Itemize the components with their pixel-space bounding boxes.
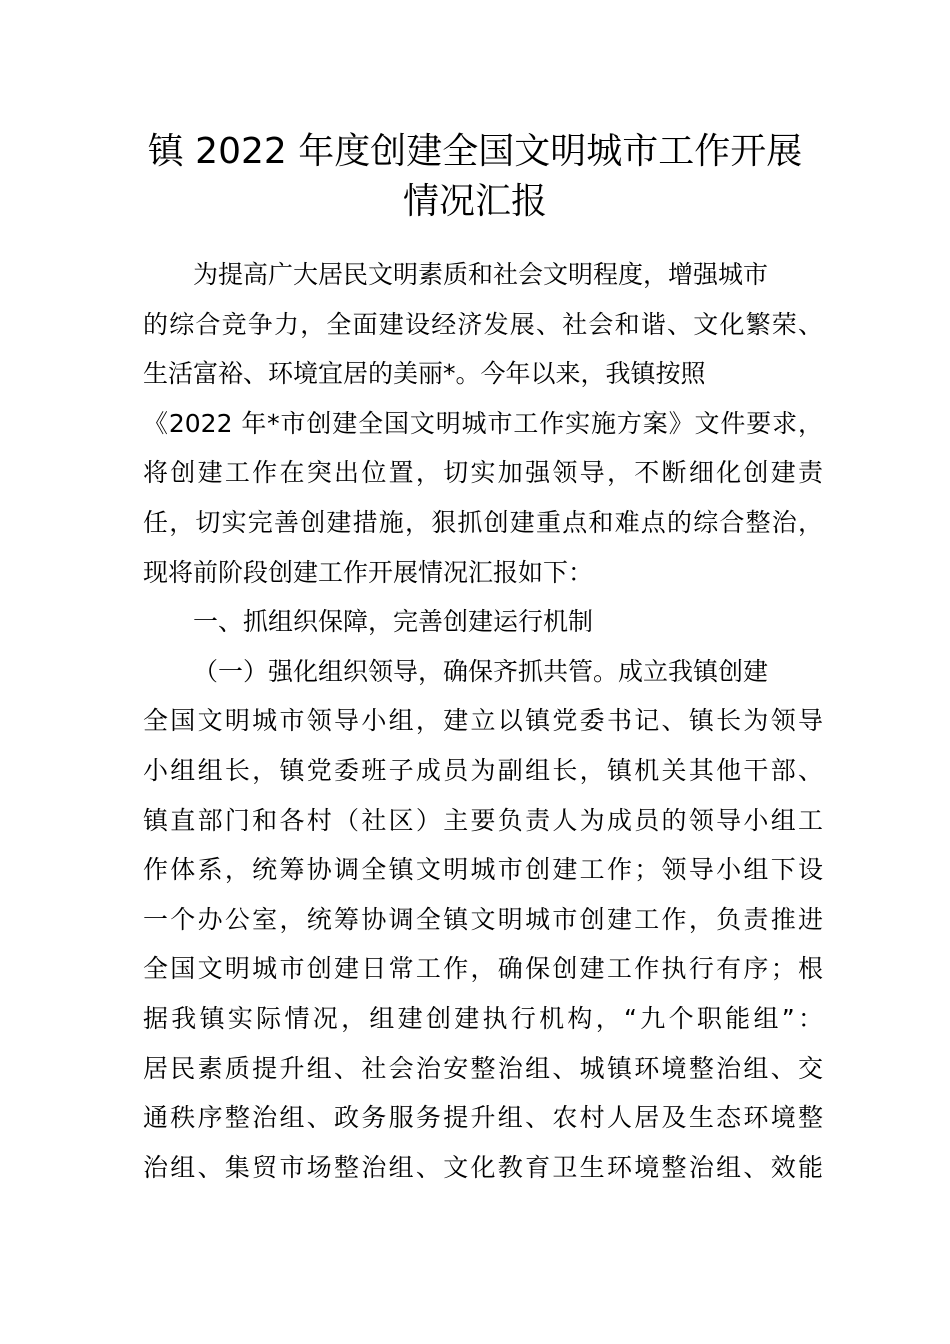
body-line: 作体系，统筹协调全镇文明城市创建工作；领导小组下设	[143, 855, 823, 885]
body-line: 治组、集贸市场整治组、文化教育卫生环境整治组、效能	[143, 1152, 823, 1182]
body-line: 镇直部门和各村（社区）主要负责人为成员的领导小组工	[143, 805, 823, 835]
body-line: 生活富裕、环境宜居的美丽*。今年以来，我镇按照	[143, 359, 706, 389]
body-line: 据我镇实际情况，组建创建执行机构，“九个职能组”：	[143, 1003, 823, 1033]
body-line: 居民素质提升组、社会治安整治组、城镇环境整治组、交	[143, 1053, 823, 1083]
body-line: 全国文明城市创建日常工作，确保创建工作执行有序；根	[143, 954, 823, 984]
body-line: 任，切实完善创建措施，狠抓创建重点和难点的综合整治，	[143, 507, 823, 537]
body-line: 全国文明城市领导小组，建立以镇党委书记、镇长为领导	[143, 706, 823, 736]
body-line: 《2022 年*市创建全国文明城市工作实施方案》文件要求，	[143, 408, 823, 438]
body-line: 通秩序整治组、政务服务提升组、农村人居及生态环境整	[143, 1103, 823, 1133]
subsection-heading-line: （一）强化组织领导，确保齐抓共管。成立我镇创建	[193, 656, 769, 686]
body-line: 现将前阶段创建工作开展情况汇报如下：	[143, 557, 594, 587]
body-line: 将创建工作在突出位置，切实加强领导，不断细化创建责	[143, 458, 823, 488]
body-line: 小组组长，镇党委班子成员为副组长，镇机关其他干部、	[143, 755, 823, 785]
document-title-line-1: 镇 2022 年度创建全国文明城市工作开展	[147, 131, 803, 172]
document-body	[143, 250, 823, 1192]
section-heading: 一、抓组织保障，完善创建运行机制	[193, 607, 594, 637]
body-line: 一个办公室，统筹协调全镇文明城市创建工作，负责推进	[143, 904, 823, 934]
body-line: 为提高广大居民文明素质和社会文明程度，增强城市	[193, 260, 769, 289]
document-title-line-2: 情况汇报	[402, 181, 547, 222]
body-line: 的综合竞争力，全面建设经济发展、社会和谐、文化繁荣、	[143, 309, 823, 339]
